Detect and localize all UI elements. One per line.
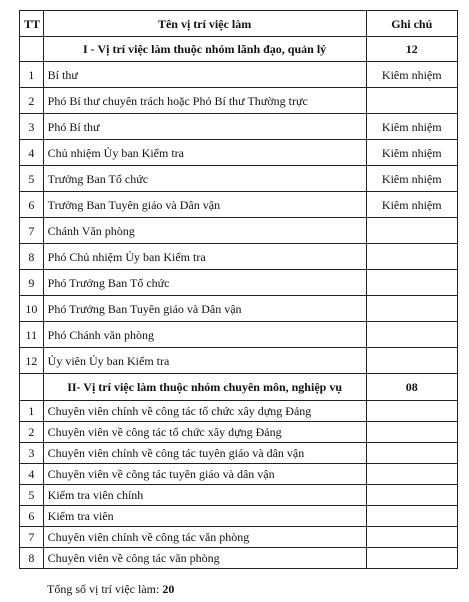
position-note [366,485,457,506]
job-positions-table [19,10,458,569]
position-note: Kiêm nhiệm [366,140,457,166]
total-label: Tổng số vị trí việc làm: [47,582,163,596]
position-name: Phó Bí thư [43,114,366,140]
row-number: 6 [20,506,44,527]
table-row [20,348,458,374]
position-name: Ủy viên Ủy ban Kiểm tra [43,348,366,374]
position-note [366,464,457,485]
row-number: 7 [20,218,44,244]
table-row [20,218,458,244]
position-note [366,270,457,296]
position-name: Phó Chủ nhiệm Ủy ban Kiểm tra [43,244,366,270]
table-row [20,527,458,548]
table-row [20,296,458,322]
position-name: Bí thư [43,62,366,88]
table-row [20,192,458,218]
position-note [366,548,457,569]
position-note [366,506,457,527]
row-number: 3 [20,443,44,464]
table-row [20,244,458,270]
table-body [20,37,458,569]
group-title: II- Vị trí việc làm thuộc nhóm chuyên môn, nghiệp vụ [43,374,366,401]
table-row [20,62,458,88]
position-name: Trưởng Ban Tổ chức [43,166,366,192]
row-number: 8 [20,244,44,270]
position-name: Kiểm tra viên [43,506,366,527]
position-name: Chuyên viên về công tác văn phòng [43,548,366,569]
row-number: 12 [20,348,44,374]
position-note [366,322,457,348]
position-name: Chuyên viên chính về công tác văn phòng [43,527,366,548]
position-name: Kiểm tra viên chính [43,485,366,506]
row-number: 1 [20,401,44,422]
row-number: 9 [20,270,44,296]
row-number: 4 [20,464,44,485]
table-row [20,401,458,422]
position-note [366,527,457,548]
position-note [366,218,457,244]
row-number: 11 [20,322,44,348]
row-number: 3 [20,114,44,140]
group-tt-cell [20,374,44,401]
group-count: 12 [366,37,457,62]
table-row [20,548,458,569]
position-note [366,244,457,270]
table-row [20,464,458,485]
header-name: Tên vị trí việc làm [43,11,366,37]
row-number: 5 [20,485,44,506]
position-note: Kiêm nhiệm [366,114,457,140]
position-name: Chuyên viên chính về công tác tổ chức xây dựng Đảng [43,401,366,422]
header-tt: TT [20,11,44,37]
row-number: 1 [20,62,44,88]
position-note [366,443,457,464]
row-number: 4 [20,140,44,166]
position-note [366,348,457,374]
row-number: 5 [20,166,44,192]
group-header-row [20,374,458,401]
position-name: Chuyên viên về công tác tuyên giáo và dân vận [43,464,366,485]
position-name: Chủ nhiệm Ủy ban Kiểm tra [43,140,366,166]
position-name: Phó Chánh văn phòng [43,322,366,348]
position-note: Kiêm nhiệm [366,62,457,88]
position-note [366,401,457,422]
table-row [20,485,458,506]
group-header-row [20,37,458,62]
group-title: I - Vị trí việc làm thuộc nhóm lãnh đạo, quản lý [43,37,366,62]
position-name: Phó Trưởng Ban Tuyên giáo và Dân vận [43,296,366,322]
row-number: 2 [20,88,44,114]
table-row [20,88,458,114]
total-value: 20 [162,582,175,596]
table-row [20,166,458,192]
row-number: 2 [20,422,44,443]
row-number: 10 [20,296,44,322]
table-row [20,422,458,443]
position-note [366,88,457,114]
position-name: Chánh Văn phòng [43,218,366,244]
table-row [20,114,458,140]
total-summary [47,582,174,596]
row-number: 8 [20,548,44,569]
row-number: 7 [20,527,44,548]
position-note: Kiêm nhiệm [366,192,457,218]
position-name: Chuyên viên chính về công tác tuyên giáo và dân vận [43,443,366,464]
table-row [20,322,458,348]
table-row [20,443,458,464]
position-note [366,422,457,443]
group-tt-cell [20,37,44,62]
position-note [366,296,457,322]
position-name: Phó Bí thư chuyên trách hoặc Phó Bí thư Thường trực [43,88,366,114]
position-name: Chuyên viên về công tác tổ chức xây dựng Đảng [43,422,366,443]
table-row [20,506,458,527]
row-number: 6 [20,192,44,218]
table-row [20,140,458,166]
position-note: Kiêm nhiệm [366,166,457,192]
position-name: Trưởng Ban Tuyên giáo và Dân vận [43,192,366,218]
position-name: Phó Trưởng Ban Tổ chức [43,270,366,296]
header-note: Ghi chú [366,11,457,37]
group-count: 08 [366,374,457,401]
table-header-row [20,11,458,37]
table-row [20,270,458,296]
